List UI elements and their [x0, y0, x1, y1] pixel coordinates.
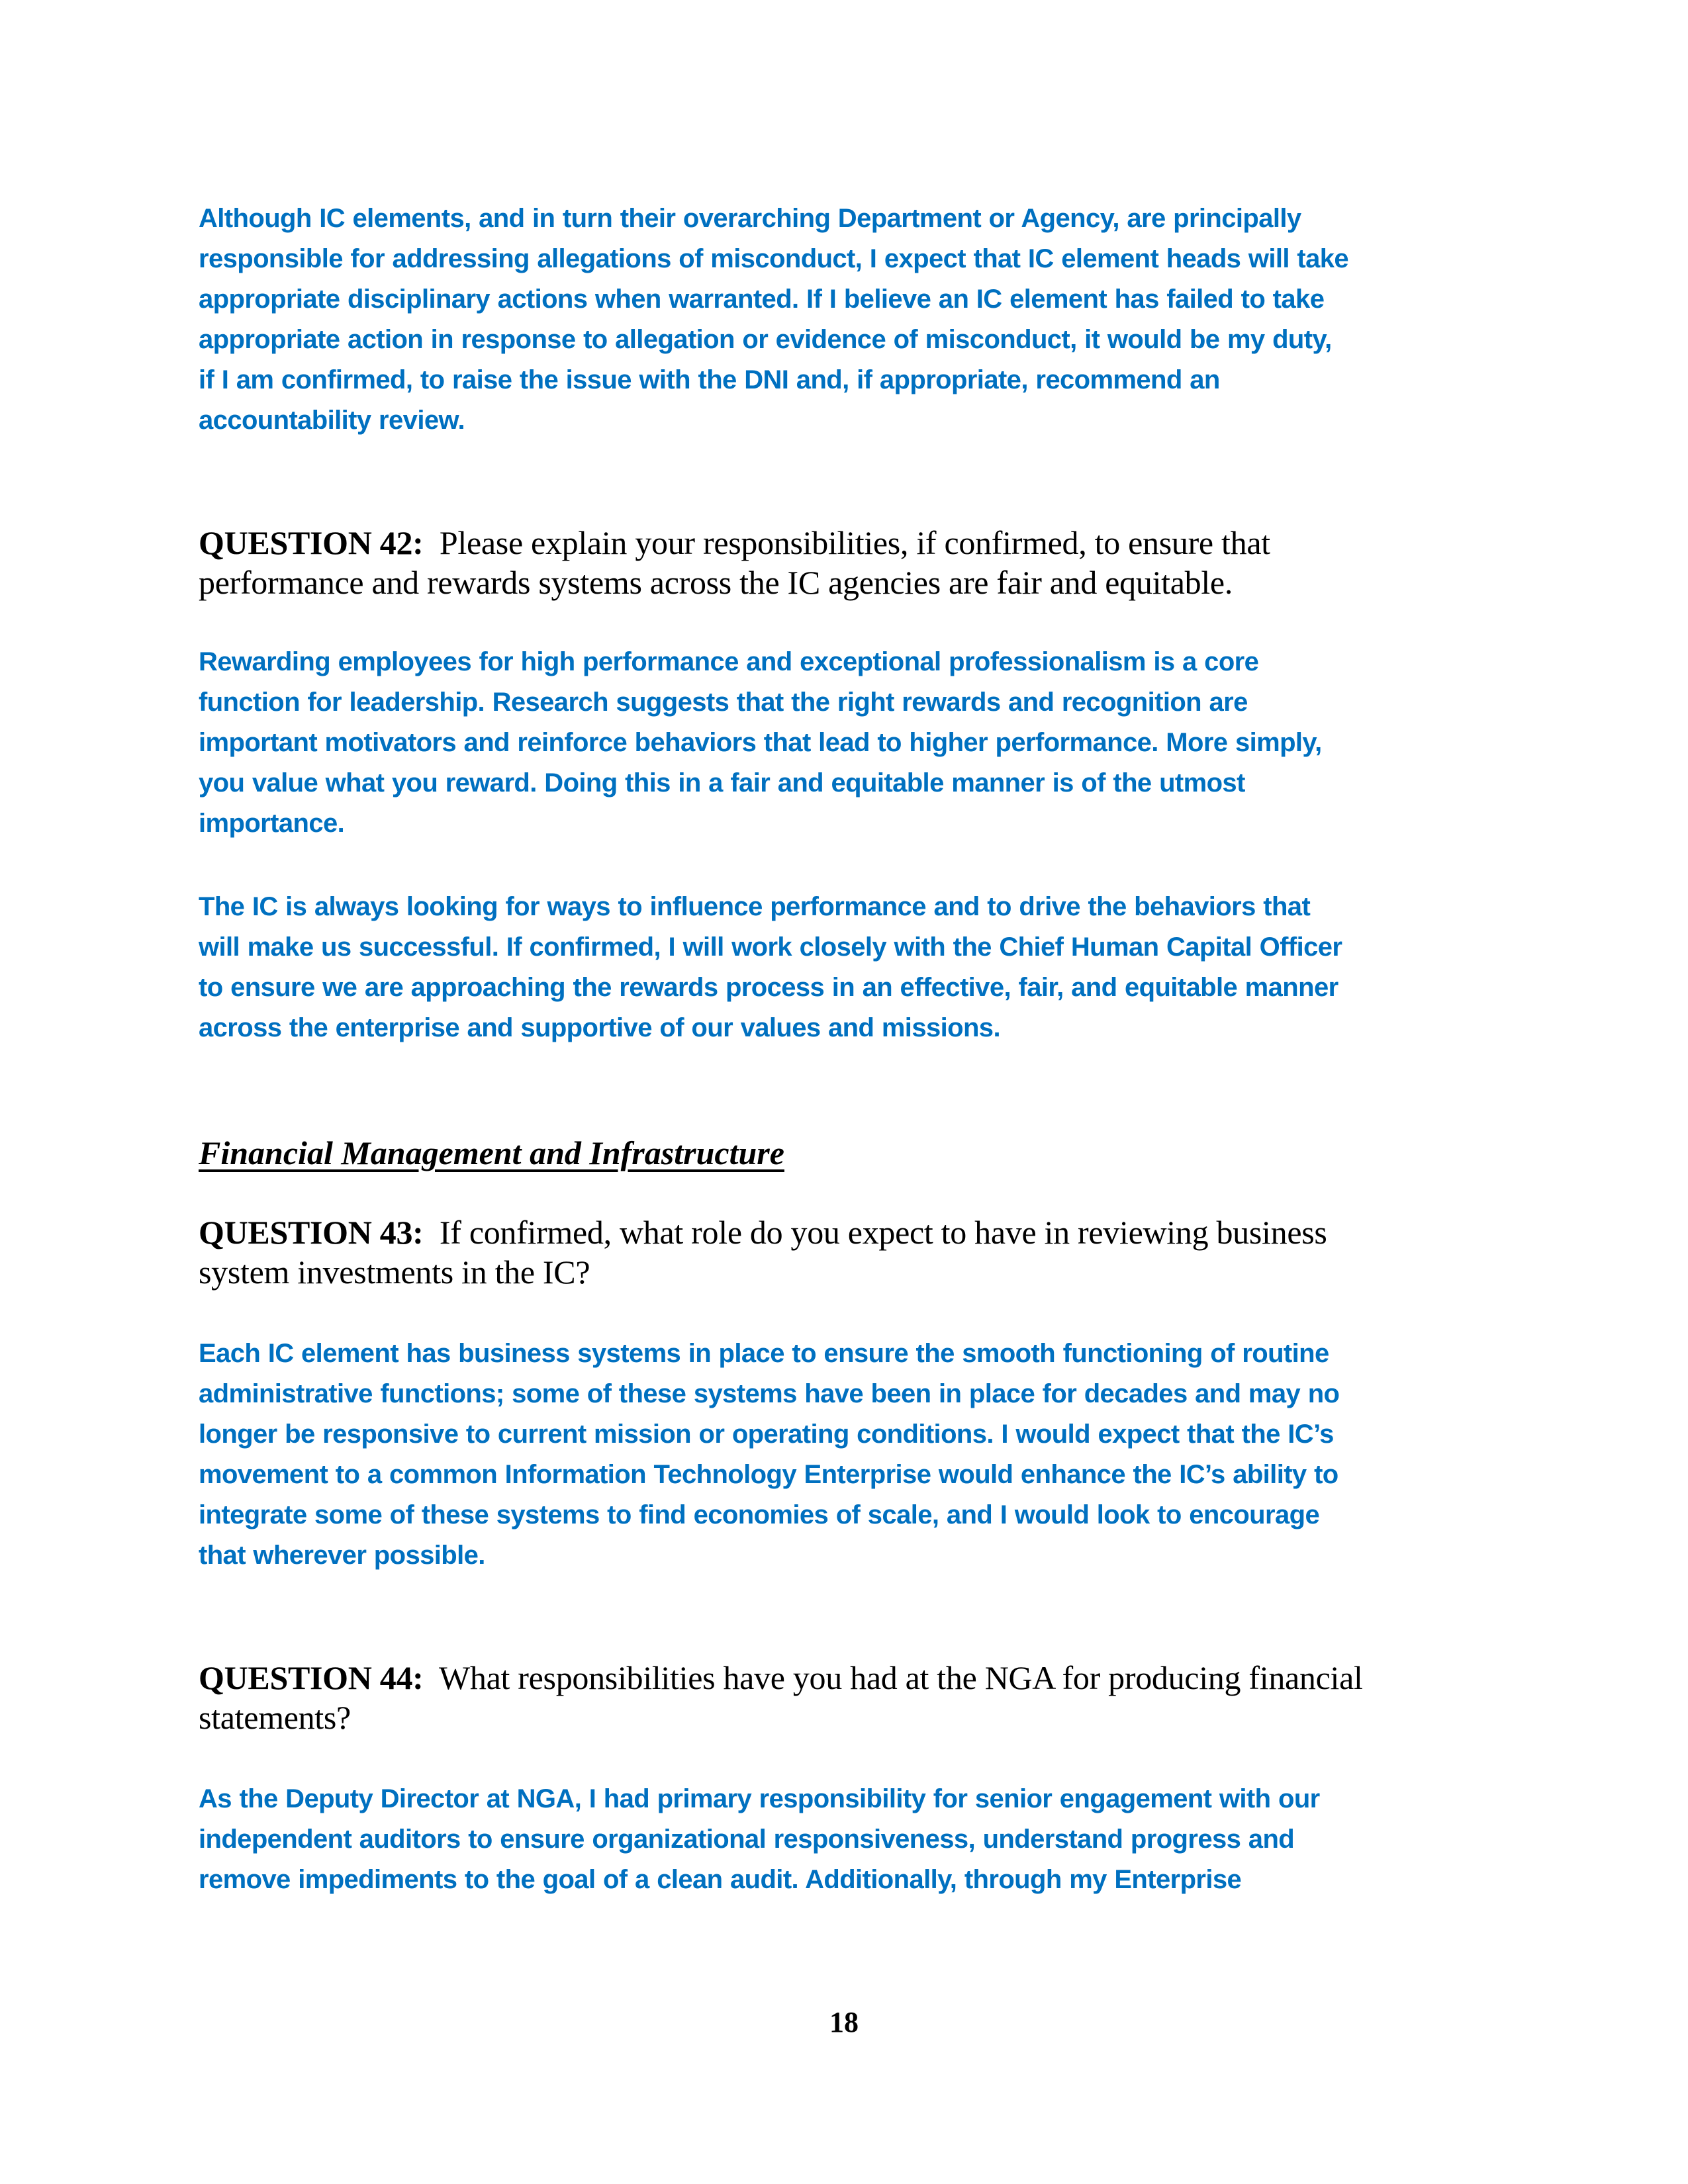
- question-label: QUESTION 43:: [199, 1214, 424, 1251]
- answer-line: remove impediments to the goal of a clean audit. Additionally, through my Enterprise: [199, 1865, 1242, 1894]
- answer-line: longer be responsive to current mission or operating conditions. I would expect that the IC’s: [199, 1420, 1334, 1449]
- question-42: [199, 523, 1496, 602]
- question-text: system investments in the IC?: [199, 1253, 590, 1291]
- answer-line: Each IC element has business systems in place to ensure the smooth functioning of routine: [199, 1339, 1329, 1368]
- question-43: [199, 1212, 1496, 1292]
- answer-42-paragraph-2: [199, 887, 1496, 1048]
- answer-line: appropriate disciplinary actions when warranted. If I believe an IC element has failed to take: [199, 285, 1325, 314]
- answer-44: [199, 1779, 1496, 1900]
- answer-41-continued: [199, 199, 1496, 441]
- answer-line: movement to a common Information Technology Enterprise would enhance the IC’s ability to: [199, 1460, 1338, 1489]
- answer-line: The IC is always looking for ways to influence performance and to drive the behaviors that: [199, 892, 1311, 921]
- section-heading: Financial Management and Infrastructure: [199, 1134, 784, 1171]
- question-text: If confirmed, what role do you expect to have in reviewing business: [423, 1214, 1327, 1251]
- question-line: [199, 1658, 1496, 1698]
- answer-line: independent auditors to ensure organizational responsiveness, understand progress and: [199, 1825, 1295, 1854]
- question-line: [199, 523, 1496, 563]
- answer-line: function for leadership. Research suggests that the right rewards and recognition are: [199, 688, 1248, 717]
- answer-42-paragraph-1: [199, 642, 1496, 844]
- answer-line: across the enterprise and supportive of our values and missions.: [199, 1013, 1000, 1042]
- question-text: Please explain your responsibilities, if confirmed, to ensure that: [423, 524, 1270, 561]
- answer-line: will make us successful. If confirmed, I will work closely with the Chief Human Capital Officer: [199, 933, 1342, 962]
- answer-line: importance.: [199, 809, 345, 838]
- question-line: [199, 1212, 1496, 1252]
- answer-line: As the Deputy Director at NGA, I had primary responsibility for senior engagement with our: [199, 1784, 1320, 1813]
- answer-line: that wherever possible.: [199, 1541, 485, 1570]
- question-label: QUESTION 44:: [199, 1659, 424, 1696]
- answer-line: accountability review.: [199, 406, 465, 435]
- answer-43: [199, 1334, 1496, 1576]
- question-text: performance and rewards systems across the IC agencies are fair and equitable.: [199, 564, 1233, 601]
- question-label: QUESTION 42:: [199, 524, 424, 561]
- question-text: What responsibilities have you had at the NGA for producing financial: [423, 1659, 1363, 1696]
- section-heading-container: [199, 1133, 1496, 1173]
- answer-line: Although IC elements, and in turn their overarching Department or Agency, are principally: [199, 204, 1301, 233]
- page-number: 18: [829, 2006, 859, 2038]
- answer-line: if I am confirmed, to raise the issue with the DNI and, if appropriate, recommend an: [199, 365, 1220, 394]
- answer-line: administrative functions; some of these systems have been in place for decades and may no: [199, 1379, 1340, 1408]
- answer-line: responsible for addressing allegations of misconduct, I expect that IC element heads will take: [199, 244, 1349, 273]
- answer-line: important motivators and reinforce behaviors that lead to higher performance. More simply,: [199, 728, 1322, 757]
- question-text: statements?: [199, 1699, 351, 1736]
- answer-line: you value what you reward. Doing this in a fair and equitable manner is of the utmost: [199, 768, 1245, 797]
- answer-line: integrate some of these systems to find economies of scale, and I would look to encourage: [199, 1500, 1320, 1529]
- answer-line: Rewarding employees for high performance and exceptional professionalism is a core: [199, 647, 1259, 676]
- answer-line: appropriate action in response to allegation or evidence of misconduct, it would be my duty,: [199, 325, 1332, 354]
- question-44: [199, 1658, 1496, 1737]
- answer-line: to ensure we are approaching the rewards process in an effective, fair, and equitable manner: [199, 973, 1338, 1002]
